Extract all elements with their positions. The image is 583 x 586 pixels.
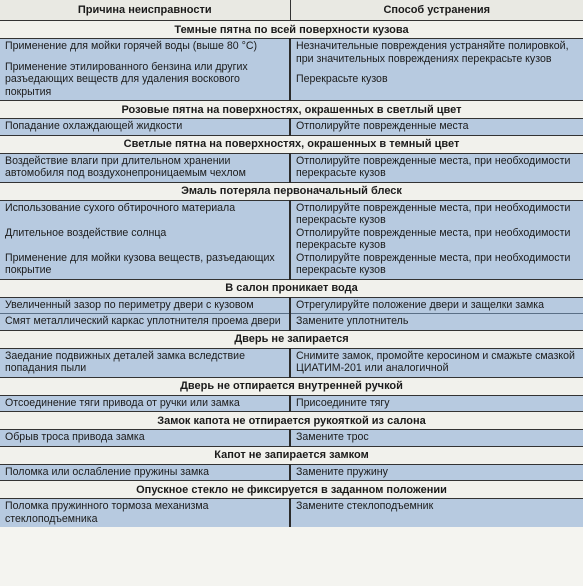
- cause-cell: Поломка или ослабление пружины замка: [0, 464, 290, 481]
- section-title: Замок капота не отпирается рукояткой из салона: [0, 412, 583, 430]
- section-title: Капот не запирается замком: [0, 446, 583, 464]
- remedy-cell: Присоедините тягу: [290, 395, 583, 412]
- section-title: В салон проникает вода: [0, 279, 583, 297]
- cause-cell: Увеличенный зазор по периметру двери с кузовом: [0, 297, 290, 314]
- remedy-cell: Замените пружину: [290, 464, 583, 481]
- header-cause: Причина неисправности: [0, 0, 290, 21]
- table-row: [0, 314, 583, 331]
- table-row: [0, 297, 583, 314]
- remedy-cell: Отполируйте поврежденные места: [290, 119, 583, 136]
- cause-cell: Смят металлический каркас уплотнителя проема двери: [0, 314, 290, 331]
- header-row: [0, 0, 583, 21]
- cause-cell: Использование сухого обтирочного материала Длительное воздействие солнца Применение для мойки кузова веществ, разъедающих покрытие: [0, 200, 290, 279]
- remedy-cell: Замените трос: [290, 430, 583, 447]
- table-row: [0, 464, 583, 481]
- table-row: [0, 395, 583, 412]
- remedy-cell: Отрегулируйте положение двери и защелки замка: [290, 297, 583, 314]
- section-title: Эмаль потеряла первоначальный блеск: [0, 182, 583, 200]
- cause-cell: Поломка пружинного тормоза механизма стеклоподъемника: [0, 499, 290, 528]
- remedy-cell: Снимите замок, промойте керосином и смажьте смазкой ЦИАТИМ-201 или аналогичной: [290, 348, 583, 377]
- table-row: [0, 499, 583, 528]
- header-remedy: Способ устранения: [290, 0, 583, 21]
- cause-cell: Отсоединение тяги привода от ручки или замка: [0, 395, 290, 412]
- section-title: Дверь не отпирается внутренней ручкой: [0, 377, 583, 395]
- table-row: [0, 39, 583, 101]
- remedy-cell: Замените уплотнитель: [290, 314, 583, 331]
- cause-cell: Воздействие влаги при длительном хранении автомобиля под воздухонепроницаемым чехлом: [0, 153, 290, 182]
- table-row: [0, 200, 583, 279]
- remedy-cell: Незначительные повреждения устраняйте полировкой, при значительных повреждениях перекрасьте кузов Перекрасьте кузов: [290, 39, 583, 101]
- cause-cell: Заедание подвижных деталей замка вследствие попадания пыли: [0, 348, 290, 377]
- section-title: Темные пятна по всей поверхности кузова: [0, 21, 583, 39]
- section-title: Опускное стекло не фиксируется в заданном положении: [0, 481, 583, 499]
- cause-cell: Обрыв троса привода замка: [0, 430, 290, 447]
- table-row: [0, 348, 583, 377]
- section-title: Дверь не запирается: [0, 330, 583, 348]
- table-row: [0, 153, 583, 182]
- remedy-cell: Отполируйте поврежденные места, при необходимости перекрасьте кузов: [290, 153, 583, 182]
- remedy-cell: Замените стеклоподъемник: [290, 499, 583, 528]
- cause-cell: Применение для мойки горячей воды (выше 80 °С) Применение этилированного бензина или других разъедающих веществ для удаления воскового покрытия: [0, 39, 290, 101]
- table-row: [0, 119, 583, 136]
- remedy-cell: Отполируйте поврежденные места, при необходимости перекрасьте кузов Отполируйте поврежденные места, при необходимости перекрасьте кузов Отполируйте поврежденные места, при необходимости перекрасьте кузов: [290, 200, 583, 279]
- table-row: [0, 430, 583, 447]
- cause-cell: Попадание охлаждающей жидкости: [0, 119, 290, 136]
- section-title: Светлые пятна на поверхностях, окрашенных в темный цвет: [0, 135, 583, 153]
- section-title: Розовые пятна на поверхностях, окрашенных в светлый цвет: [0, 101, 583, 119]
